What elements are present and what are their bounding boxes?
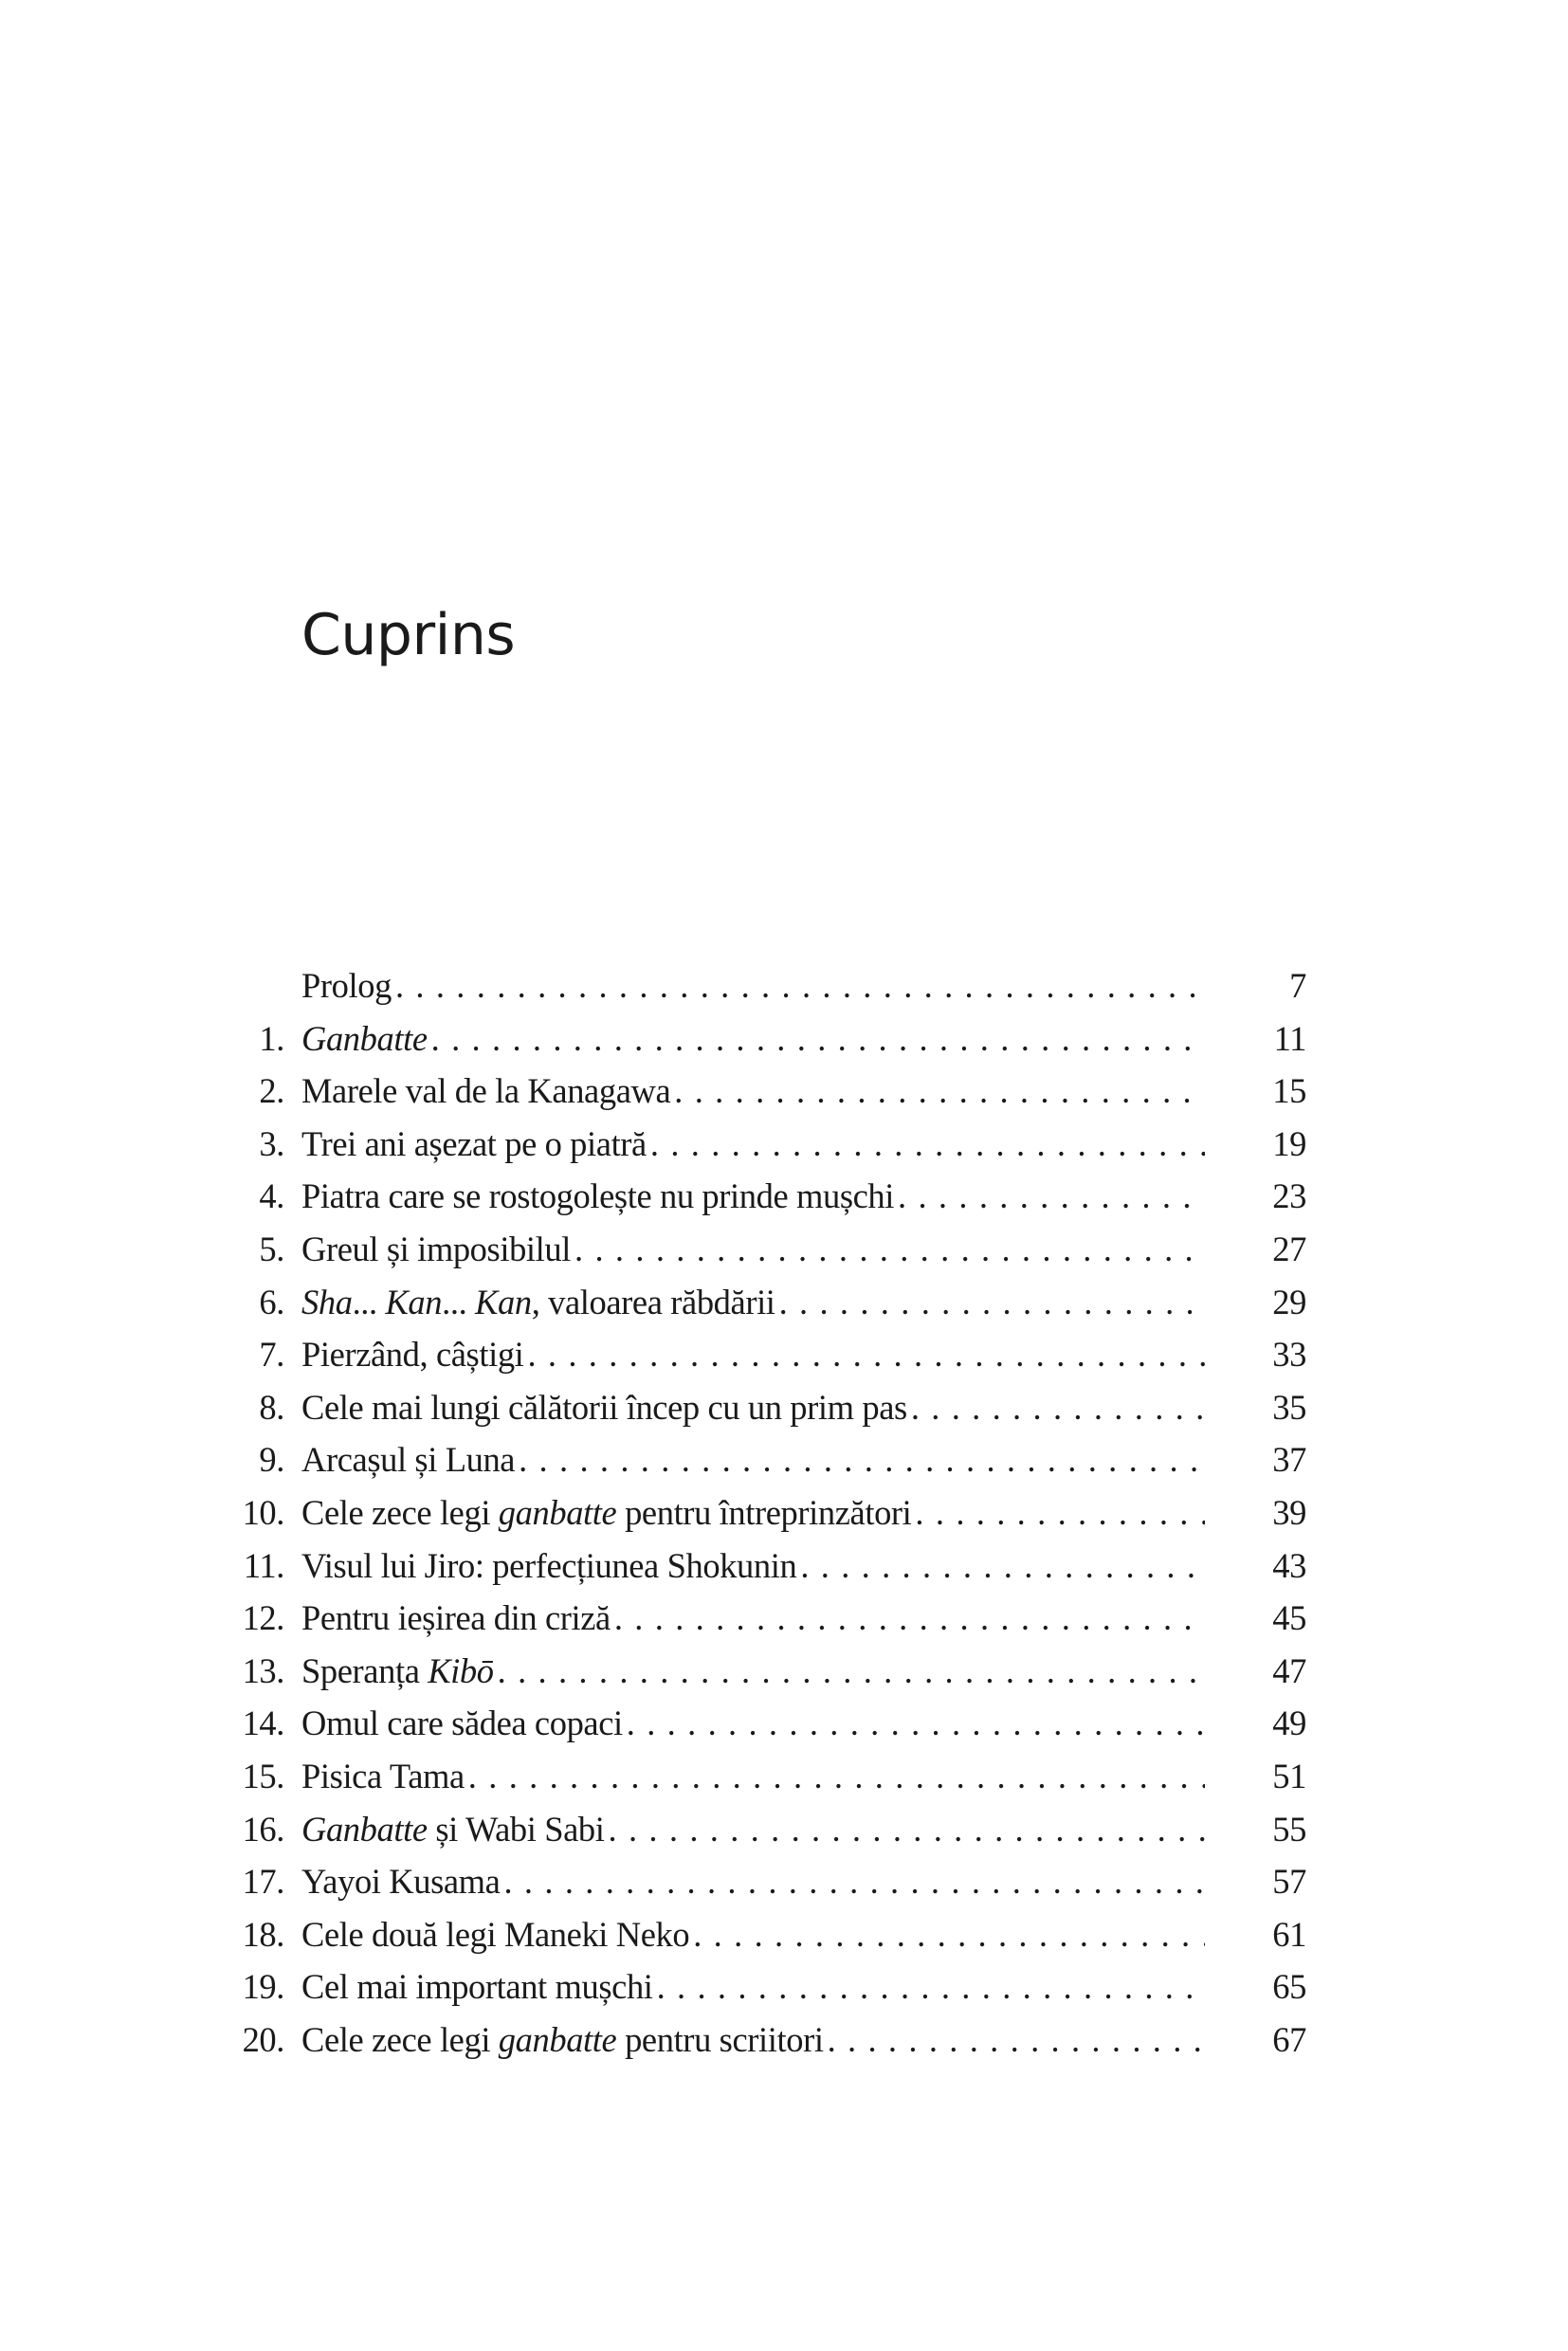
toc-entry-title-part: pentru scriitori xyxy=(616,2019,824,2059)
toc-entry-page: 49 xyxy=(1272,1704,1306,1743)
toc-entry-title xyxy=(301,1124,647,1163)
toc-entry-page: 11 xyxy=(1273,1018,1306,1058)
toc-entry-page: 19 xyxy=(1272,1123,1306,1163)
toc-entry-page: 65 xyxy=(1272,1967,1306,2007)
toc-entry-number: 2. xyxy=(259,1071,284,1111)
toc-entry-leader xyxy=(301,1592,1205,1645)
toc-entry-title-part: Arcașul și Luna xyxy=(301,1440,516,1480)
toc-entry-page: 45 xyxy=(1272,1598,1306,1638)
toc-entry-title xyxy=(301,1335,523,1374)
toc-entry-title xyxy=(301,1440,515,1479)
toc-entry[interactable] xyxy=(0,1697,1568,1750)
toc-entry-number: 1. xyxy=(259,1018,284,1058)
toc-entry-number: 7. xyxy=(259,1335,284,1375)
toc-entry-title-part: Omul care sădea copaci xyxy=(301,1704,623,1743)
toc-entry-title-part: Cele mai lungi călătorii încep cu un prim pas xyxy=(301,1387,907,1427)
toc-entry-leader xyxy=(301,1908,1205,1961)
toc-entry-page: 37 xyxy=(1272,1440,1306,1480)
toc-entry-title-part: Greul și imposibilul xyxy=(301,1229,572,1268)
toc-entry-leader xyxy=(301,1486,1205,1540)
toc-entry-page: 43 xyxy=(1272,1545,1306,1585)
toc-entry-title-part: ... xyxy=(352,1282,386,1321)
toc-entry-title-part: Ganbatte xyxy=(301,1809,428,1849)
table-of-contents xyxy=(0,959,1568,2066)
toc-entry[interactable] xyxy=(0,1960,1568,2014)
toc-entry-title xyxy=(301,1283,775,1321)
toc-entry-leader xyxy=(301,1118,1205,1171)
toc-entry[interactable] xyxy=(0,1750,1568,1803)
toc-entry-page: 57 xyxy=(1272,1862,1306,1902)
toc-entry-leader xyxy=(301,1381,1205,1434)
toc-entry[interactable] xyxy=(0,1592,1568,1645)
toc-entry-title-part: Ganbatte xyxy=(301,1018,428,1058)
toc-entry-number: 10. xyxy=(242,1492,284,1532)
toc-entry[interactable] xyxy=(0,1328,1568,1381)
toc-entry[interactable] xyxy=(0,1223,1568,1276)
toc-entry-title-part: Visul lui Jiro: perfecțiunea Shokunin xyxy=(301,1545,797,1585)
toc-entry-title-part: Kan xyxy=(385,1282,443,1321)
toc-entry[interactable] xyxy=(0,1433,1568,1486)
toc-entry-title xyxy=(301,1071,670,1110)
toc-entry-page: 47 xyxy=(1272,1650,1306,1690)
toc-entry-title-part: pentru întreprinzători xyxy=(616,1492,912,1532)
toc-entry-title xyxy=(301,1757,465,1795)
toc-entry-page: 39 xyxy=(1272,1492,1306,1532)
toc-entry-leader xyxy=(301,1433,1205,1486)
toc-entry-leader xyxy=(301,1750,1205,1803)
toc-entry-number: 13. xyxy=(242,1650,284,1690)
toc-entry[interactable] xyxy=(0,1803,1568,1856)
toc-entry-number: 12. xyxy=(242,1598,284,1638)
toc-entry[interactable] xyxy=(0,1276,1568,1329)
toc-entry-title-part: Pentru ieșirea din criză xyxy=(301,1598,611,1638)
toc-entry-number: 16. xyxy=(242,1809,284,1849)
toc-entry-leader xyxy=(301,1012,1205,1066)
toc-entry[interactable] xyxy=(0,1486,1568,1540)
toc-entry-page: 55 xyxy=(1272,1809,1306,1849)
toc-entry-leader xyxy=(301,1540,1205,1593)
toc-entry-number: 8. xyxy=(259,1387,284,1427)
toc-entry-title xyxy=(301,1915,689,1954)
toc-entry-title-part: Pisica Tama xyxy=(301,1756,465,1795)
toc-entry-title xyxy=(301,966,392,1005)
toc-entry-title-part: , valoarea răbdării xyxy=(531,1282,775,1321)
toc-entry[interactable] xyxy=(0,1540,1568,1593)
toc-entry-leader xyxy=(301,1065,1205,1118)
toc-entry-number: 9. xyxy=(259,1440,284,1480)
toc-entry-page: 35 xyxy=(1272,1387,1306,1427)
toc-entry-leader xyxy=(301,1328,1205,1381)
toc-entry-title-part: Kibō xyxy=(428,1650,494,1690)
toc-entry-page: 27 xyxy=(1272,1229,1306,1268)
toc-entry-page: 51 xyxy=(1272,1756,1306,1795)
toc-entry[interactable] xyxy=(0,1381,1568,1434)
toc-entry-number: 6. xyxy=(259,1282,284,1321)
toc-entry-page: 61 xyxy=(1272,1914,1306,1954)
toc-entry-title-part: și Wabi Sabi xyxy=(427,1809,605,1849)
toc-entry-title xyxy=(301,1967,653,2006)
toc-entry-leader xyxy=(301,1170,1205,1223)
page-title: Cuprins xyxy=(301,602,516,668)
toc-entry-leader xyxy=(301,1223,1205,1276)
toc-entry-title xyxy=(301,1546,796,1585)
toc-entry-title-part: ... xyxy=(442,1282,476,1321)
toc-entry[interactable] xyxy=(0,1170,1568,1223)
toc-entry-title xyxy=(301,1230,571,1268)
toc-entry-number: 11. xyxy=(243,1545,284,1585)
toc-entry-title-part: Cele zece legi xyxy=(301,2019,499,2059)
toc-entry-page: 29 xyxy=(1272,1282,1306,1321)
toc-entry[interactable] xyxy=(0,1118,1568,1171)
toc-entry-title xyxy=(301,1810,605,1849)
toc-entry-page: 33 xyxy=(1272,1335,1306,1375)
toc-entry-title xyxy=(301,2020,824,2059)
toc-entry-number: 4. xyxy=(259,1176,284,1216)
toc-entry-title-part: Marele val de la Kanagawa xyxy=(301,1071,671,1111)
toc-entry-title-part: Prolog xyxy=(301,966,392,1005)
toc-entry-title xyxy=(301,1651,494,1690)
toc-entry-title-part: Cel mai important mușchi xyxy=(301,1967,653,2007)
toc-entry-page: 23 xyxy=(1272,1176,1306,1216)
toc-entry-leader xyxy=(301,2014,1205,2067)
toc-entry-page: 7 xyxy=(1289,966,1306,1005)
toc-entry[interactable] xyxy=(0,1908,1568,1961)
toc-entry-title-part: Piatra care se rostogolește nu prinde mușchi xyxy=(301,1176,895,1216)
toc-entry-leader xyxy=(301,1855,1205,1908)
toc-entry-number: 19. xyxy=(242,1967,284,2007)
toc-entry-title-part: Kan xyxy=(475,1282,532,1321)
toc-entry-leader xyxy=(301,1276,1205,1329)
toc-entry[interactable] xyxy=(0,1645,1568,1698)
toc-entry-number: 3. xyxy=(259,1123,284,1163)
toc-entry-title xyxy=(301,1388,907,1427)
toc-entry-leader xyxy=(301,1645,1205,1698)
toc-entry-number: 17. xyxy=(242,1862,284,1902)
toc-entry[interactable] xyxy=(0,2014,1568,2067)
toc-entry[interactable] xyxy=(0,1012,1568,1066)
toc-entry-title-part: ganbatte xyxy=(498,1492,617,1532)
toc-entry[interactable] xyxy=(0,1855,1568,1908)
toc-entry-number: 5. xyxy=(259,1229,284,1268)
toc-entry-title-part: Cele zece legi xyxy=(301,1492,499,1532)
toc-entry-title xyxy=(301,1019,428,1058)
toc-entry-number: 14. xyxy=(242,1704,284,1743)
toc-entry-title xyxy=(301,1862,500,1901)
toc-entry-title-part: Sha xyxy=(301,1282,353,1321)
toc-entry-title xyxy=(301,1704,623,1742)
toc-entry-page: 15 xyxy=(1272,1071,1306,1111)
toc-entry-title xyxy=(301,1493,911,1532)
toc-entry-title xyxy=(301,1598,611,1637)
toc-entry-leader xyxy=(301,1803,1205,1856)
toc-entry-page: 67 xyxy=(1272,2019,1306,2059)
toc-entry-leader xyxy=(301,1697,1205,1750)
toc-entry-title-part: Yayoi Kusama xyxy=(301,1862,501,1902)
toc-entry-leader xyxy=(301,959,1205,1012)
toc-entry-title-part: ganbatte xyxy=(498,2019,617,2059)
toc-entry-leader xyxy=(301,1960,1205,2014)
toc-entry-number: 20. xyxy=(242,2019,284,2059)
toc-entry-title-part: Trei ani așezat pe o piatră xyxy=(301,1123,647,1163)
toc-entry-title-part: Pierzând, câștigi xyxy=(301,1335,524,1375)
toc-entry-title-part: Speranța xyxy=(301,1650,428,1690)
toc-entry[interactable] xyxy=(0,1065,1568,1118)
toc-entry-title-part: Cele două legi Maneki Neko xyxy=(301,1914,690,1954)
toc-entry-number: 15. xyxy=(242,1756,284,1795)
toc-entry-number: 18. xyxy=(242,1914,284,1954)
toc-entry-title xyxy=(301,1176,894,1215)
toc-entry[interactable] xyxy=(0,959,1568,1012)
